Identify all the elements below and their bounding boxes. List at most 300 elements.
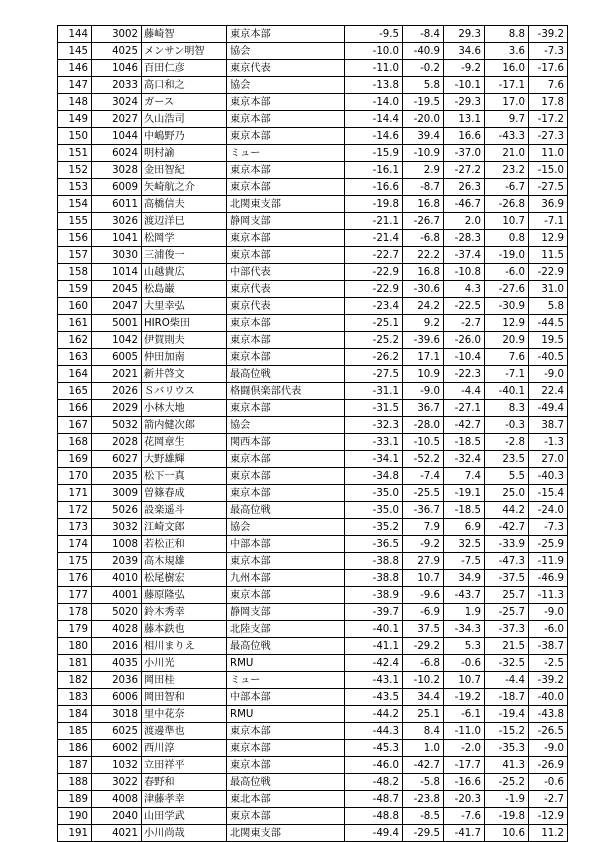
- score-4-cell: 11.0: [529, 145, 568, 162]
- score-4-cell: -22.9: [529, 264, 568, 281]
- total-cell: -44.2: [345, 706, 403, 723]
- table-row: [58, 128, 568, 145]
- id-cell: 2045: [92, 281, 142, 298]
- rank-cell: 172: [58, 502, 92, 519]
- team-cell: 北関東支部: [227, 196, 345, 213]
- score-2-cell: -37.0: [444, 145, 485, 162]
- score-1-cell: -9.2: [403, 536, 444, 553]
- rank-cell: 176: [58, 570, 92, 587]
- score-4-cell: -40.3: [529, 468, 568, 485]
- rank-cell: 163: [58, 349, 92, 366]
- score-3-cell: -32.5: [485, 655, 529, 672]
- name-cell: メンサン明智: [142, 43, 227, 60]
- name-cell: 矢崎航之介: [142, 179, 227, 196]
- score-1-cell: -23.8: [403, 791, 444, 808]
- team-cell: 東京本部: [227, 332, 345, 349]
- id-cell: 2026: [92, 383, 142, 400]
- total-cell: -45.3: [345, 740, 403, 757]
- rank-cell: 157: [58, 247, 92, 264]
- id-cell: 5020: [92, 604, 142, 621]
- rank-cell: 188: [58, 774, 92, 791]
- score-4-cell: -0.6: [529, 774, 568, 791]
- score-table: [57, 25, 568, 842]
- team-cell: 東京本部: [227, 400, 345, 417]
- name-cell: 津藤孝幸: [142, 791, 227, 808]
- total-cell: -41.1: [345, 638, 403, 655]
- score-3-cell: 25.7: [485, 587, 529, 604]
- score-1-cell: 36.7: [403, 400, 444, 417]
- score-1-cell: -6.9: [403, 604, 444, 621]
- team-cell: 東京本部: [227, 179, 345, 196]
- score-1-cell: -10.2: [403, 672, 444, 689]
- score-4-cell: -38.7: [529, 638, 568, 655]
- score-3-cell: 8.8: [485, 26, 529, 43]
- score-1-cell: 5.8: [403, 77, 444, 94]
- rank-cell: 191: [58, 825, 92, 842]
- score-1-cell: -0.2: [403, 60, 444, 77]
- score-4-cell: 17.8: [529, 94, 568, 111]
- score-4-cell: -43.8: [529, 706, 568, 723]
- score-2-cell: -17.7: [444, 757, 485, 774]
- table-row: [58, 366, 568, 383]
- score-3-cell: 9.7: [485, 111, 529, 128]
- score-2-cell: 32.5: [444, 536, 485, 553]
- team-cell: 東京本部: [227, 94, 345, 111]
- total-cell: -19.8: [345, 196, 403, 213]
- team-cell: 格闘倶楽部代表: [227, 383, 345, 400]
- score-4-cell: 12.9: [529, 230, 568, 247]
- score-4-cell: -27.3: [529, 128, 568, 145]
- score-1-cell: -25.5: [403, 485, 444, 502]
- table-row: [58, 179, 568, 196]
- score-3-cell: 16.0: [485, 60, 529, 77]
- score-2-cell: 7.4: [444, 468, 485, 485]
- score-1-cell: -30.6: [403, 281, 444, 298]
- score-2-cell: -28.3: [444, 230, 485, 247]
- score-4-cell: 5.8: [529, 298, 568, 315]
- score-1-cell: 10.7: [403, 570, 444, 587]
- team-cell: 静岡支部: [227, 213, 345, 230]
- score-4-cell: -7.3: [529, 43, 568, 60]
- score-1-cell: -10.9: [403, 145, 444, 162]
- score-4-cell: -26.5: [529, 723, 568, 740]
- score-1-cell: -8.5: [403, 808, 444, 825]
- score-2-cell: 1.9: [444, 604, 485, 621]
- score-4-cell: -17.2: [529, 111, 568, 128]
- rank-cell: 155: [58, 213, 92, 230]
- score-2-cell: -20.3: [444, 791, 485, 808]
- score-3-cell: -2.8: [485, 434, 529, 451]
- id-cell: 4035: [92, 655, 142, 672]
- team-cell: 東京代表: [227, 298, 345, 315]
- score-2-cell: 2.0: [444, 213, 485, 230]
- score-1-cell: -36.7: [403, 502, 444, 519]
- table-row: [58, 587, 568, 604]
- score-table-body: [58, 26, 568, 842]
- score-1-cell: 25.1: [403, 706, 444, 723]
- name-cell: 設楽遥斗: [142, 502, 227, 519]
- score-1-cell: -8.7: [403, 179, 444, 196]
- team-cell: ミュー: [227, 672, 345, 689]
- score-4-cell: -2.7: [529, 791, 568, 808]
- score-2-cell: -10.1: [444, 77, 485, 94]
- name-cell: 藤崎智: [142, 26, 227, 43]
- total-cell: -48.7: [345, 791, 403, 808]
- team-cell: 東北本部: [227, 791, 345, 808]
- score-3-cell: 8.3: [485, 400, 529, 417]
- score-2-cell: 16.6: [444, 128, 485, 145]
- score-4-cell: 7.6: [529, 77, 568, 94]
- total-cell: -39.7: [345, 604, 403, 621]
- score-1-cell: 9.2: [403, 315, 444, 332]
- team-cell: 東京本部: [227, 230, 345, 247]
- id-cell: 2036: [92, 672, 142, 689]
- name-cell: 山田学武: [142, 808, 227, 825]
- team-cell: 東京本部: [227, 553, 345, 570]
- score-3-cell: 20.9: [485, 332, 529, 349]
- table-row: [58, 298, 568, 315]
- table-row: [58, 638, 568, 655]
- rank-cell: 144: [58, 26, 92, 43]
- table-row: [58, 417, 568, 434]
- id-cell: 2035: [92, 468, 142, 485]
- score-4-cell: 36.9: [529, 196, 568, 213]
- team-cell: 東京本部: [227, 587, 345, 604]
- score-2-cell: -2.0: [444, 740, 485, 757]
- id-cell: 6006: [92, 689, 142, 706]
- score-3-cell: 10.7: [485, 213, 529, 230]
- id-cell: 1014: [92, 264, 142, 281]
- team-cell: 中部本部: [227, 689, 345, 706]
- id-cell: 5026: [92, 502, 142, 519]
- table-row: [58, 621, 568, 638]
- id-cell: 2021: [92, 366, 142, 383]
- name-cell: 渡辺洋巳: [142, 213, 227, 230]
- score-2-cell: -32.4: [444, 451, 485, 468]
- total-cell: -42.4: [345, 655, 403, 672]
- name-cell: 伊賀則夫: [142, 332, 227, 349]
- name-cell: 岡田智和: [142, 689, 227, 706]
- score-1-cell: -6.8: [403, 230, 444, 247]
- score-1-cell: -5.8: [403, 774, 444, 791]
- team-cell: 協会: [227, 519, 345, 536]
- table-row: [58, 468, 568, 485]
- score-1-cell: -7.4: [403, 468, 444, 485]
- score-2-cell: -19.1: [444, 485, 485, 502]
- score-2-cell: 4.3: [444, 281, 485, 298]
- score-4-cell: -26.9: [529, 757, 568, 774]
- rank-cell: 183: [58, 689, 92, 706]
- score-2-cell: -41.7: [444, 825, 485, 842]
- team-cell: 東京代表: [227, 281, 345, 298]
- score-2-cell: -4.4: [444, 383, 485, 400]
- table-row: [58, 604, 568, 621]
- table-row: [58, 553, 568, 570]
- team-cell: 東京本部: [227, 349, 345, 366]
- table-row: [58, 43, 568, 60]
- name-cell: 相川まりえ: [142, 638, 227, 655]
- score-3-cell: 10.6: [485, 825, 529, 842]
- name-cell: 高口和之: [142, 77, 227, 94]
- score-2-cell: -0.6: [444, 655, 485, 672]
- score-2-cell: -9.2: [444, 60, 485, 77]
- team-cell: 東京本部: [227, 451, 345, 468]
- rank-cell: 146: [58, 60, 92, 77]
- table-row: [58, 383, 568, 400]
- team-cell: 東京本部: [227, 162, 345, 179]
- score-1-cell: -29.5: [403, 825, 444, 842]
- total-cell: -14.0: [345, 94, 403, 111]
- score-4-cell: -15.0: [529, 162, 568, 179]
- table-row: [58, 213, 568, 230]
- name-cell: 百田仁彦: [142, 60, 227, 77]
- id-cell: 3022: [92, 774, 142, 791]
- table-row: [58, 434, 568, 451]
- name-cell: 小林大地: [142, 400, 227, 417]
- rank-cell: 151: [58, 145, 92, 162]
- id-cell: 6005: [92, 349, 142, 366]
- score-1-cell: -6.8: [403, 655, 444, 672]
- id-cell: 5032: [92, 417, 142, 434]
- score-2-cell: 26.3: [444, 179, 485, 196]
- score-4-cell: -12.9: [529, 808, 568, 825]
- team-cell: 東京本部: [227, 26, 345, 43]
- score-4-cell: -7.1: [529, 213, 568, 230]
- total-cell: -49.4: [345, 825, 403, 842]
- name-cell: 金田智紀: [142, 162, 227, 179]
- score-2-cell: -27.1: [444, 400, 485, 417]
- team-cell: 東京本部: [227, 485, 345, 502]
- total-cell: -31.5: [345, 400, 403, 417]
- name-cell: 若松正和: [142, 536, 227, 553]
- table-row: [58, 451, 568, 468]
- table-row: [58, 145, 568, 162]
- score-3-cell: -47.3: [485, 553, 529, 570]
- id-cell: 6024: [92, 145, 142, 162]
- id-cell: 6027: [92, 451, 142, 468]
- score-2-cell: -18.5: [444, 434, 485, 451]
- team-cell: 北関東支部: [227, 825, 345, 842]
- id-cell: 6002: [92, 740, 142, 757]
- id-cell: 3030: [92, 247, 142, 264]
- table-row: [58, 281, 568, 298]
- rank-cell: 170: [58, 468, 92, 485]
- score-4-cell: -40.0: [529, 689, 568, 706]
- rank-cell: 171: [58, 485, 92, 502]
- score-4-cell: -9.0: [529, 366, 568, 383]
- score-1-cell: -42.7: [403, 757, 444, 774]
- score-3-cell: 7.6: [485, 349, 529, 366]
- id-cell: 1044: [92, 128, 142, 145]
- rank-cell: 169: [58, 451, 92, 468]
- score-4-cell: -46.9: [529, 570, 568, 587]
- score-4-cell: -6.0: [529, 621, 568, 638]
- score-4-cell: -11.9: [529, 553, 568, 570]
- score-3-cell: 21.5: [485, 638, 529, 655]
- score-2-cell: -16.6: [444, 774, 485, 791]
- total-cell: -22.9: [345, 281, 403, 298]
- id-cell: 2028: [92, 434, 142, 451]
- score-3-cell: -0.3: [485, 417, 529, 434]
- score-2-cell: -27.2: [444, 162, 485, 179]
- score-2-cell: -7.6: [444, 808, 485, 825]
- total-cell: -46.0: [345, 757, 403, 774]
- total-cell: -9.5: [345, 26, 403, 43]
- id-cell: 1008: [92, 536, 142, 553]
- score-4-cell: -49.4: [529, 400, 568, 417]
- score-2-cell: 13.1: [444, 111, 485, 128]
- score-4-cell: 38.7: [529, 417, 568, 434]
- team-cell: 協会: [227, 43, 345, 60]
- score-4-cell: -44.5: [529, 315, 568, 332]
- name-cell: 明村諭: [142, 145, 227, 162]
- score-4-cell: -40.5: [529, 349, 568, 366]
- total-cell: -10.0: [345, 43, 403, 60]
- id-cell: 1032: [92, 757, 142, 774]
- score-2-cell: -42.7: [444, 417, 485, 434]
- table-row: [58, 247, 568, 264]
- id-cell: 3026: [92, 213, 142, 230]
- score-3-cell: -19.0: [485, 247, 529, 264]
- total-cell: -22.7: [345, 247, 403, 264]
- total-cell: -35.0: [345, 502, 403, 519]
- score-1-cell: -9.6: [403, 587, 444, 604]
- id-cell: 2040: [92, 808, 142, 825]
- score-1-cell: -10.5: [403, 434, 444, 451]
- score-3-cell: -37.5: [485, 570, 529, 587]
- score-3-cell: -25.7: [485, 604, 529, 621]
- table-row: [58, 536, 568, 553]
- table-row: [58, 400, 568, 417]
- score-3-cell: -7.1: [485, 366, 529, 383]
- score-2-cell: 29.3: [444, 26, 485, 43]
- total-cell: -16.1: [345, 162, 403, 179]
- score-3-cell: 12.9: [485, 315, 529, 332]
- name-cell: 渡邊準也: [142, 723, 227, 740]
- score-2-cell: -22.3: [444, 366, 485, 383]
- rank-cell: 190: [58, 808, 92, 825]
- table-row: [58, 825, 568, 842]
- rank-cell: 164: [58, 366, 92, 383]
- total-cell: -43.5: [345, 689, 403, 706]
- name-cell: 大里幸弘: [142, 298, 227, 315]
- team-cell: 九州本部: [227, 570, 345, 587]
- score-3-cell: -19.4: [485, 706, 529, 723]
- total-cell: -34.8: [345, 468, 403, 485]
- rank-cell: 162: [58, 332, 92, 349]
- score-4-cell: -7.3: [529, 519, 568, 536]
- name-cell: 高橋信夫: [142, 196, 227, 213]
- score-4-cell: 22.4: [529, 383, 568, 400]
- rank-cell: 184: [58, 706, 92, 723]
- name-cell: 曽篠春成: [142, 485, 227, 502]
- score-3-cell: -6.7: [485, 179, 529, 196]
- score-1-cell: 7.9: [403, 519, 444, 536]
- score-4-cell: -39.2: [529, 26, 568, 43]
- score-2-cell: -7.5: [444, 553, 485, 570]
- team-cell: 東京本部: [227, 757, 345, 774]
- score-4-cell: 27.0: [529, 451, 568, 468]
- score-4-cell: -2.5: [529, 655, 568, 672]
- id-cell: 2027: [92, 111, 142, 128]
- total-cell: -15.9: [345, 145, 403, 162]
- team-cell: 最高位戦: [227, 366, 345, 383]
- score-3-cell: 5.5: [485, 468, 529, 485]
- rank-cell: 149: [58, 111, 92, 128]
- total-cell: -43.1: [345, 672, 403, 689]
- team-cell: 最高位戦: [227, 502, 345, 519]
- score-1-cell: -29.2: [403, 638, 444, 655]
- rank-cell: 168: [58, 434, 92, 451]
- rank-cell: 145: [58, 43, 92, 60]
- score-1-cell: 2.9: [403, 162, 444, 179]
- team-cell: RMU: [227, 655, 345, 672]
- score-1-cell: -20.0: [403, 111, 444, 128]
- total-cell: -21.4: [345, 230, 403, 247]
- score-2-cell: -43.7: [444, 587, 485, 604]
- table-row: [58, 26, 568, 43]
- team-cell: 東京本部: [227, 247, 345, 264]
- score-3-cell: -18.7: [485, 689, 529, 706]
- rank-cell: 147: [58, 77, 92, 94]
- score-2-cell: -29.3: [444, 94, 485, 111]
- name-cell: 山越貴広: [142, 264, 227, 281]
- rank-cell: 150: [58, 128, 92, 145]
- score-1-cell: 8.4: [403, 723, 444, 740]
- score-4-cell: -27.5: [529, 179, 568, 196]
- id-cell: 2033: [92, 77, 142, 94]
- name-cell: 岡田桂: [142, 672, 227, 689]
- name-cell: 小川尚哉: [142, 825, 227, 842]
- score-1-cell: -19.5: [403, 94, 444, 111]
- score-3-cell: -37.3: [485, 621, 529, 638]
- rank-cell: 174: [58, 536, 92, 553]
- table-row: [58, 94, 568, 111]
- score-1-cell: 17.1: [403, 349, 444, 366]
- total-cell: -38.8: [345, 553, 403, 570]
- score-1-cell: 1.0: [403, 740, 444, 757]
- total-cell: -25.1: [345, 315, 403, 332]
- score-3-cell: -1.9: [485, 791, 529, 808]
- score-3-cell: -35.3: [485, 740, 529, 757]
- table-row: [58, 655, 568, 672]
- score-2-cell: 5.3: [444, 638, 485, 655]
- table-row: [58, 230, 568, 247]
- table-row: [58, 264, 568, 281]
- name-cell: 西川淳: [142, 740, 227, 757]
- table-row: [58, 111, 568, 128]
- id-cell: 4028: [92, 621, 142, 638]
- rank-cell: 187: [58, 757, 92, 774]
- score-1-cell: 16.8: [403, 264, 444, 281]
- team-cell: 静岡支部: [227, 604, 345, 621]
- score-1-cell: -26.7: [403, 213, 444, 230]
- score-3-cell: -26.8: [485, 196, 529, 213]
- name-cell: 藤本鉄也: [142, 621, 227, 638]
- team-cell: 東京本部: [227, 468, 345, 485]
- score-2-cell: -26.0: [444, 332, 485, 349]
- id-cell: 4001: [92, 587, 142, 604]
- score-4-cell: -11.3: [529, 587, 568, 604]
- score-3-cell: -19.8: [485, 808, 529, 825]
- score-1-cell: -28.0: [403, 417, 444, 434]
- team-cell: 最高位戦: [227, 774, 345, 791]
- rank-cell: 160: [58, 298, 92, 315]
- team-cell: 最高位戦: [227, 638, 345, 655]
- rank-cell: 166: [58, 400, 92, 417]
- rank-cell: 182: [58, 672, 92, 689]
- id-cell: 1041: [92, 230, 142, 247]
